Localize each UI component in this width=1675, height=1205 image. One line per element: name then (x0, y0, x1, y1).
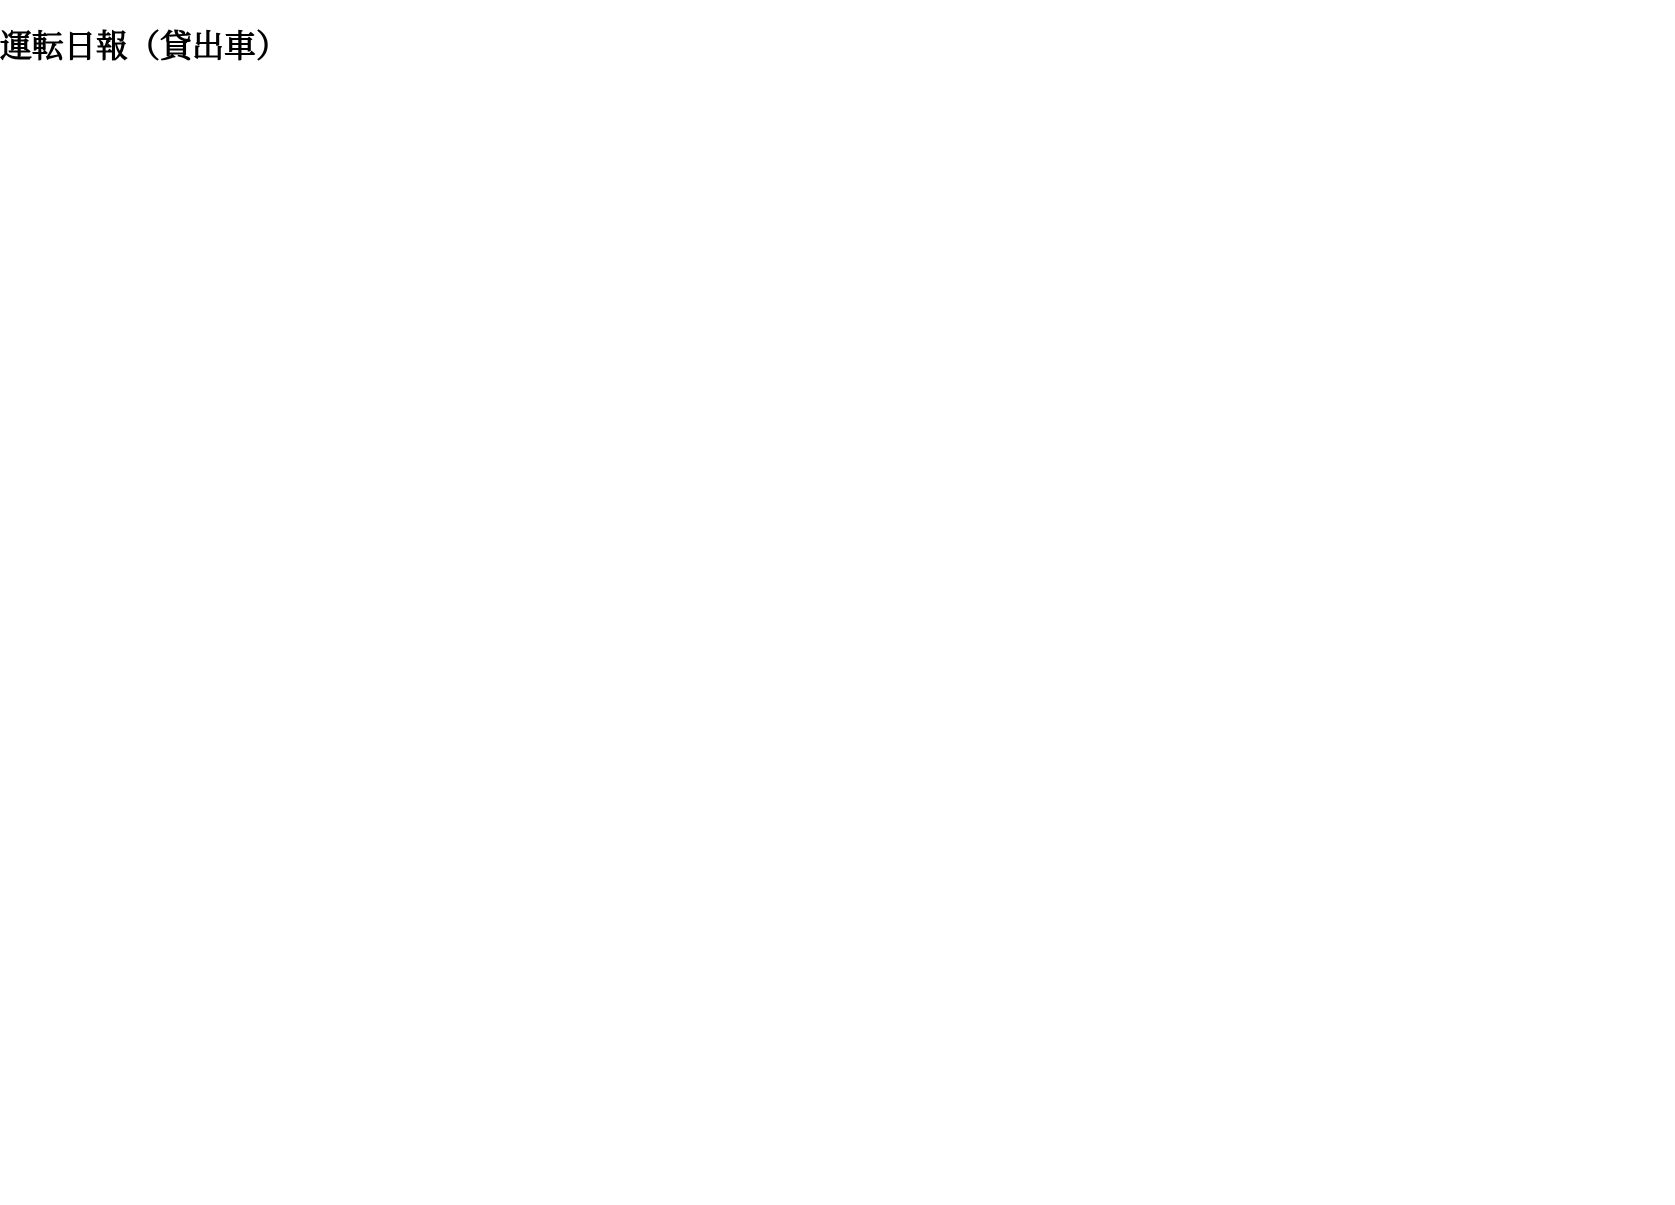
page-title: 運転日報（貸出車） (0, 27, 289, 66)
